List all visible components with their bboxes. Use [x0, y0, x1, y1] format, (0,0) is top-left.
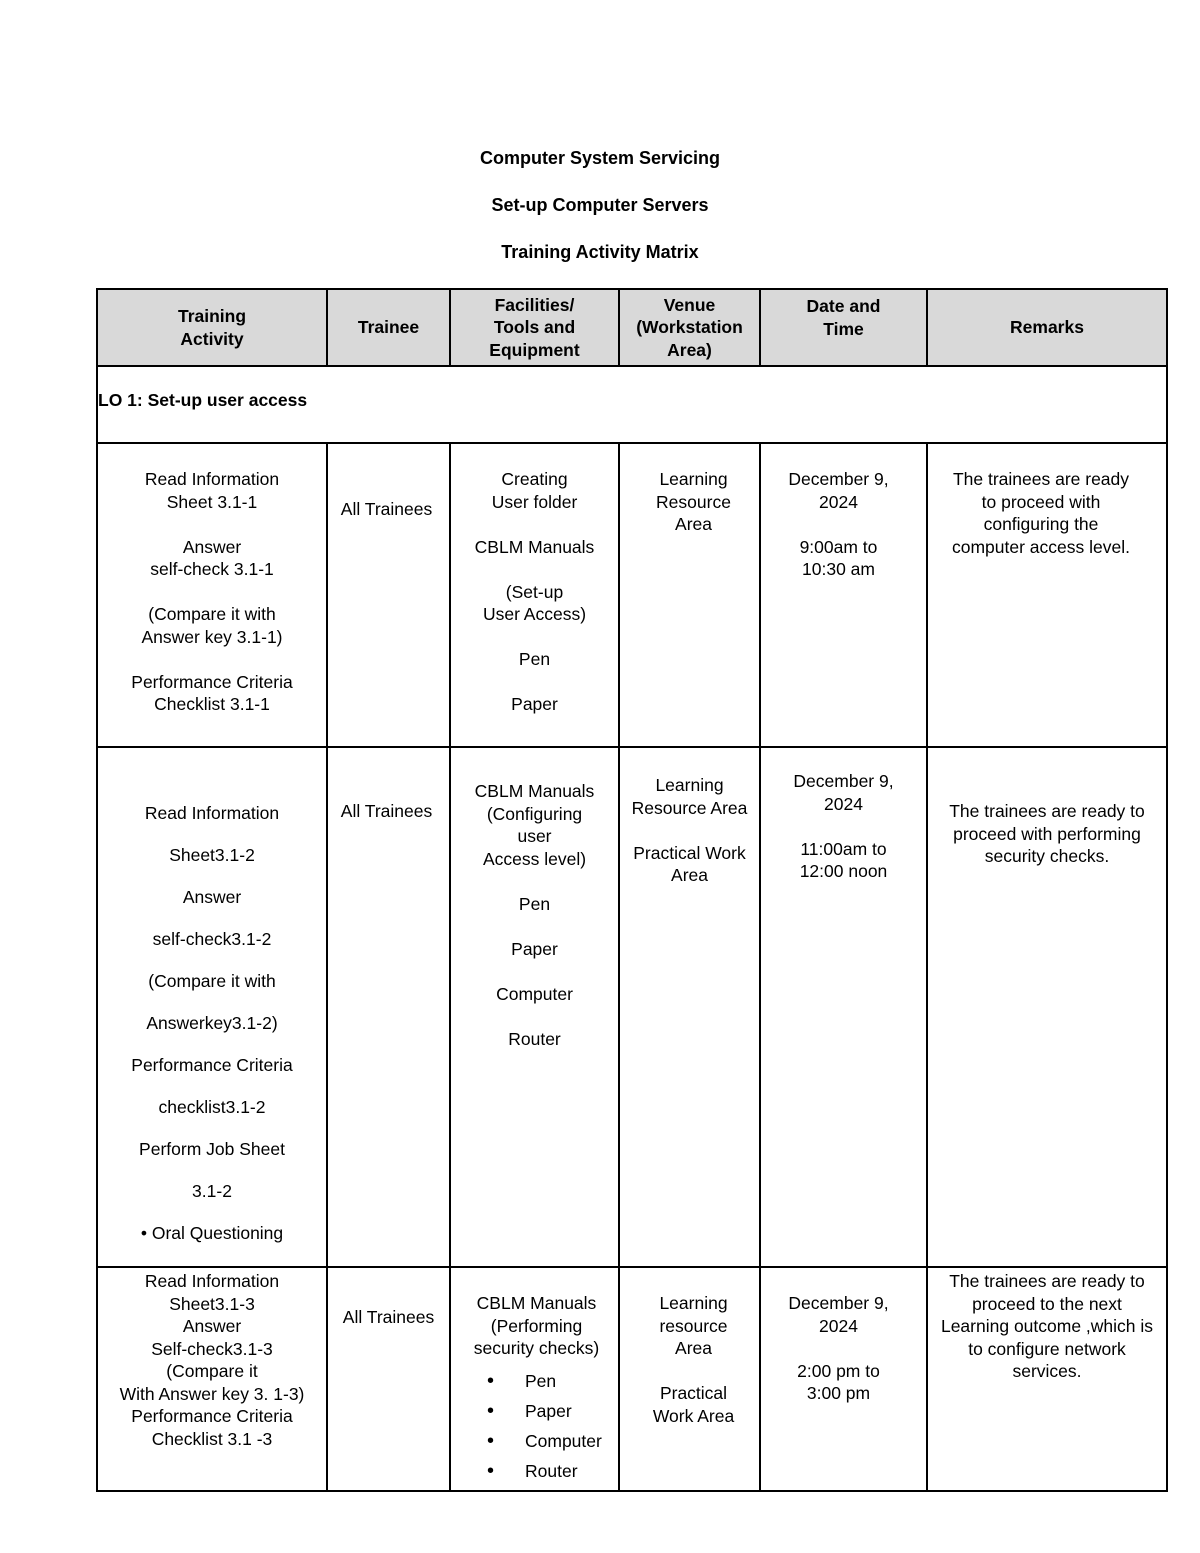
- text-line: 2024: [819, 491, 858, 512]
- text-line: With Answer key 3. 1-3): [119, 1383, 305, 1404]
- unit-title: Set-up Computer Servers: [491, 195, 709, 215]
- row2-facilities: [450, 747, 619, 1267]
- text-line: 12:00 noon: [799, 861, 888, 881]
- text-line: computer access level.: [952, 536, 1130, 557]
- text-line: [761, 513, 916, 536]
- text-line: Router: [508, 1028, 561, 1049]
- text-line: (Compare it with: [148, 604, 276, 624]
- text-line: Resource: [656, 491, 731, 512]
- text-line: Answer key 3.1-1): [141, 626, 283, 647]
- text-line: [98, 648, 326, 671]
- header-training-activity: [97, 289, 327, 366]
- text-line: Answerkey3.1-2): [146, 1013, 278, 1033]
- text-line: [761, 815, 926, 838]
- text-line: CBLM Manuals: [474, 781, 595, 801]
- row1-venue: [619, 443, 760, 747]
- text-line: Equipment: [489, 339, 580, 360]
- text-line: self-check 3.1-1: [150, 559, 274, 579]
- text-line: Tools and: [493, 317, 576, 338]
- training-activity-matrix: [96, 288, 1168, 1492]
- text-line: Learning outcome ,which is: [940, 1316, 1154, 1336]
- text-line: The trainees are ready to: [949, 801, 1145, 821]
- text-line: CBLM Manuals: [474, 536, 595, 557]
- header-row: [97, 289, 1167, 366]
- text-line: (Configuring: [486, 803, 583, 824]
- text-line: checklist3.1-2: [158, 1097, 266, 1117]
- text-line: Learning: [655, 775, 724, 795]
- text-line: to configure network: [968, 1338, 1126, 1359]
- text-line: Sheet3.1-3: [169, 1293, 255, 1314]
- text-line: Venue: [663, 294, 716, 315]
- text-line: The trainees are ready: [952, 469, 1130, 489]
- table-row: [97, 443, 1167, 747]
- row2-trainee: All Trainees: [327, 747, 450, 1267]
- text-line: Access level): [482, 848, 587, 869]
- row3-remarks: [927, 1267, 1167, 1491]
- row3-facilities: [450, 1267, 619, 1491]
- text-line: 10:30 am: [802, 559, 875, 579]
- text-line: Performance Criteria: [131, 1055, 293, 1075]
- text-line: [451, 558, 618, 581]
- text-line: (Compare it: [166, 1361, 258, 1381]
- row3-date-time: [760, 1267, 927, 1491]
- header-date-time: [760, 289, 927, 366]
- text-line: Checklist 3.1 -3: [151, 1428, 273, 1449]
- text-line: [98, 513, 326, 536]
- text-line: [451, 915, 618, 938]
- text-line: [761, 1337, 916, 1360]
- text-line: [451, 1005, 618, 1028]
- text-line: Read Information: [144, 1271, 280, 1291]
- text-line: resource: [659, 1315, 728, 1336]
- text-line: 2:00 pm to: [797, 1360, 880, 1381]
- text-line: Perform Job Sheet: [139, 1139, 285, 1159]
- text-line: security checks): [473, 1338, 600, 1358]
- text-line: Answer: [182, 887, 242, 907]
- row1-facilities: [450, 443, 619, 747]
- text-line: The trainees are ready to: [949, 1271, 1145, 1291]
- row2-date-time: [760, 747, 927, 1267]
- text-line: Answer: [182, 1316, 242, 1336]
- list-item: • Paper: [455, 1396, 618, 1426]
- row1-remarks: [927, 443, 1167, 747]
- table-row: [97, 747, 1167, 1267]
- text-line: proceed to the next: [972, 1293, 1122, 1314]
- text-line: 2024: [819, 1315, 858, 1336]
- header-trainee: Trainee: [327, 289, 450, 366]
- text-line: configuring the: [983, 514, 1099, 534]
- text-line: Activity: [180, 328, 244, 349]
- text-line: Area: [675, 514, 712, 534]
- row3-activity: [97, 1267, 327, 1491]
- text-line: CBLM Manuals: [476, 1293, 597, 1313]
- text-line: to proceed with: [981, 491, 1101, 512]
- text-line: Read Information: [144, 469, 280, 489]
- text-line: [620, 819, 759, 842]
- text-line: Work Area: [652, 1405, 735, 1426]
- text-line: Sheet3.1-2: [169, 845, 255, 865]
- text-line: services.: [1012, 1361, 1082, 1381]
- text-line: (Set-up: [505, 581, 564, 602]
- text-line: [451, 671, 618, 694]
- list-item: • Pen: [455, 1366, 618, 1396]
- text-line: 3.1-2: [192, 1181, 232, 1201]
- text-line: 9:00am to: [799, 536, 878, 557]
- text-line: Paper: [511, 694, 558, 714]
- text-line: Creating: [501, 469, 568, 489]
- text-line: 2024: [824, 793, 863, 814]
- text-line: Paper: [511, 938, 558, 959]
- text-line: self-check3.1-2: [152, 929, 272, 949]
- row3-venue: [619, 1267, 760, 1491]
- text-line: [451, 960, 618, 983]
- header-remarks: Remarks: [927, 289, 1167, 366]
- text-line: (Workstation: [636, 317, 743, 338]
- row2-activity: [97, 747, 327, 1267]
- text-line: Learning: [659, 469, 728, 489]
- header-facilities: [450, 289, 619, 366]
- row1-trainee: All Trainees: [327, 443, 450, 747]
- text-line: 3:00 pm: [806, 1383, 871, 1403]
- lo1-row: [97, 366, 1167, 443]
- text-line: Practical Work: [633, 842, 746, 863]
- learning-outcome-1: LO 1: Set-up user access: [97, 366, 1167, 443]
- text-line: Pen: [518, 649, 551, 669]
- row2-venue: [619, 747, 760, 1267]
- text-line: Area: [671, 865, 708, 885]
- text-line: Sheet 3.1-1: [166, 491, 258, 512]
- text-line: Date and: [806, 296, 881, 316]
- text-line: (Compare it with: [148, 971, 276, 991]
- text-line: December 9,: [793, 771, 894, 791]
- text-line: User Access): [482, 604, 587, 624]
- text-line: (Performing: [490, 1315, 583, 1336]
- row1-date-time: [760, 443, 927, 747]
- text-line: [628, 1360, 759, 1383]
- text-line: [98, 581, 326, 604]
- text-line: user: [517, 826, 552, 846]
- text-line: [451, 626, 618, 649]
- table-row: [97, 1267, 1167, 1491]
- list-item: • Computer: [455, 1426, 618, 1456]
- text-line: Area): [667, 339, 712, 360]
- header-venue: [619, 289, 760, 366]
- row2-remarks: [927, 747, 1167, 1267]
- list-item: • Router: [455, 1456, 618, 1486]
- text-line: [451, 513, 618, 536]
- text-line: Pen: [518, 893, 551, 914]
- text-line: security checks.: [984, 846, 1110, 866]
- text-line: December 9,: [788, 469, 889, 489]
- text-line: User folder: [491, 491, 578, 512]
- text-line: 11:00am to: [800, 838, 887, 859]
- text-line: Area: [675, 1338, 712, 1358]
- text-line: Checklist 3.1-1: [154, 694, 270, 714]
- text-line: Performance Criteria: [131, 1406, 293, 1426]
- text-line: • Oral Questioning: [140, 1223, 284, 1243]
- text-line: December 9,: [788, 1293, 889, 1313]
- text-line: Time: [823, 318, 864, 339]
- text-line: Training: [177, 306, 247, 326]
- text-line: Resource Area: [631, 797, 748, 818]
- text-line: Computer: [496, 983, 573, 1004]
- text-line: Learning: [659, 1293, 728, 1313]
- text-line: Facilities/: [494, 294, 575, 315]
- text-line: Performance Criteria: [131, 671, 293, 692]
- row1-activity: [97, 443, 327, 747]
- course-title: Computer System Servicing: [479, 148, 721, 168]
- facilities-bullet-list: [455, 1366, 618, 1486]
- text-line: Read Information: [144, 803, 280, 823]
- text-line: [451, 870, 618, 893]
- text-line: Answer: [182, 536, 242, 557]
- text-line: Self-check3.1-3: [151, 1338, 273, 1359]
- text-line: Practical: [659, 1383, 728, 1403]
- text-line: proceed with performing: [953, 823, 1141, 844]
- row3-trainee: All Trainees: [327, 1267, 450, 1491]
- document-title: Training Activity Matrix: [501, 242, 699, 262]
